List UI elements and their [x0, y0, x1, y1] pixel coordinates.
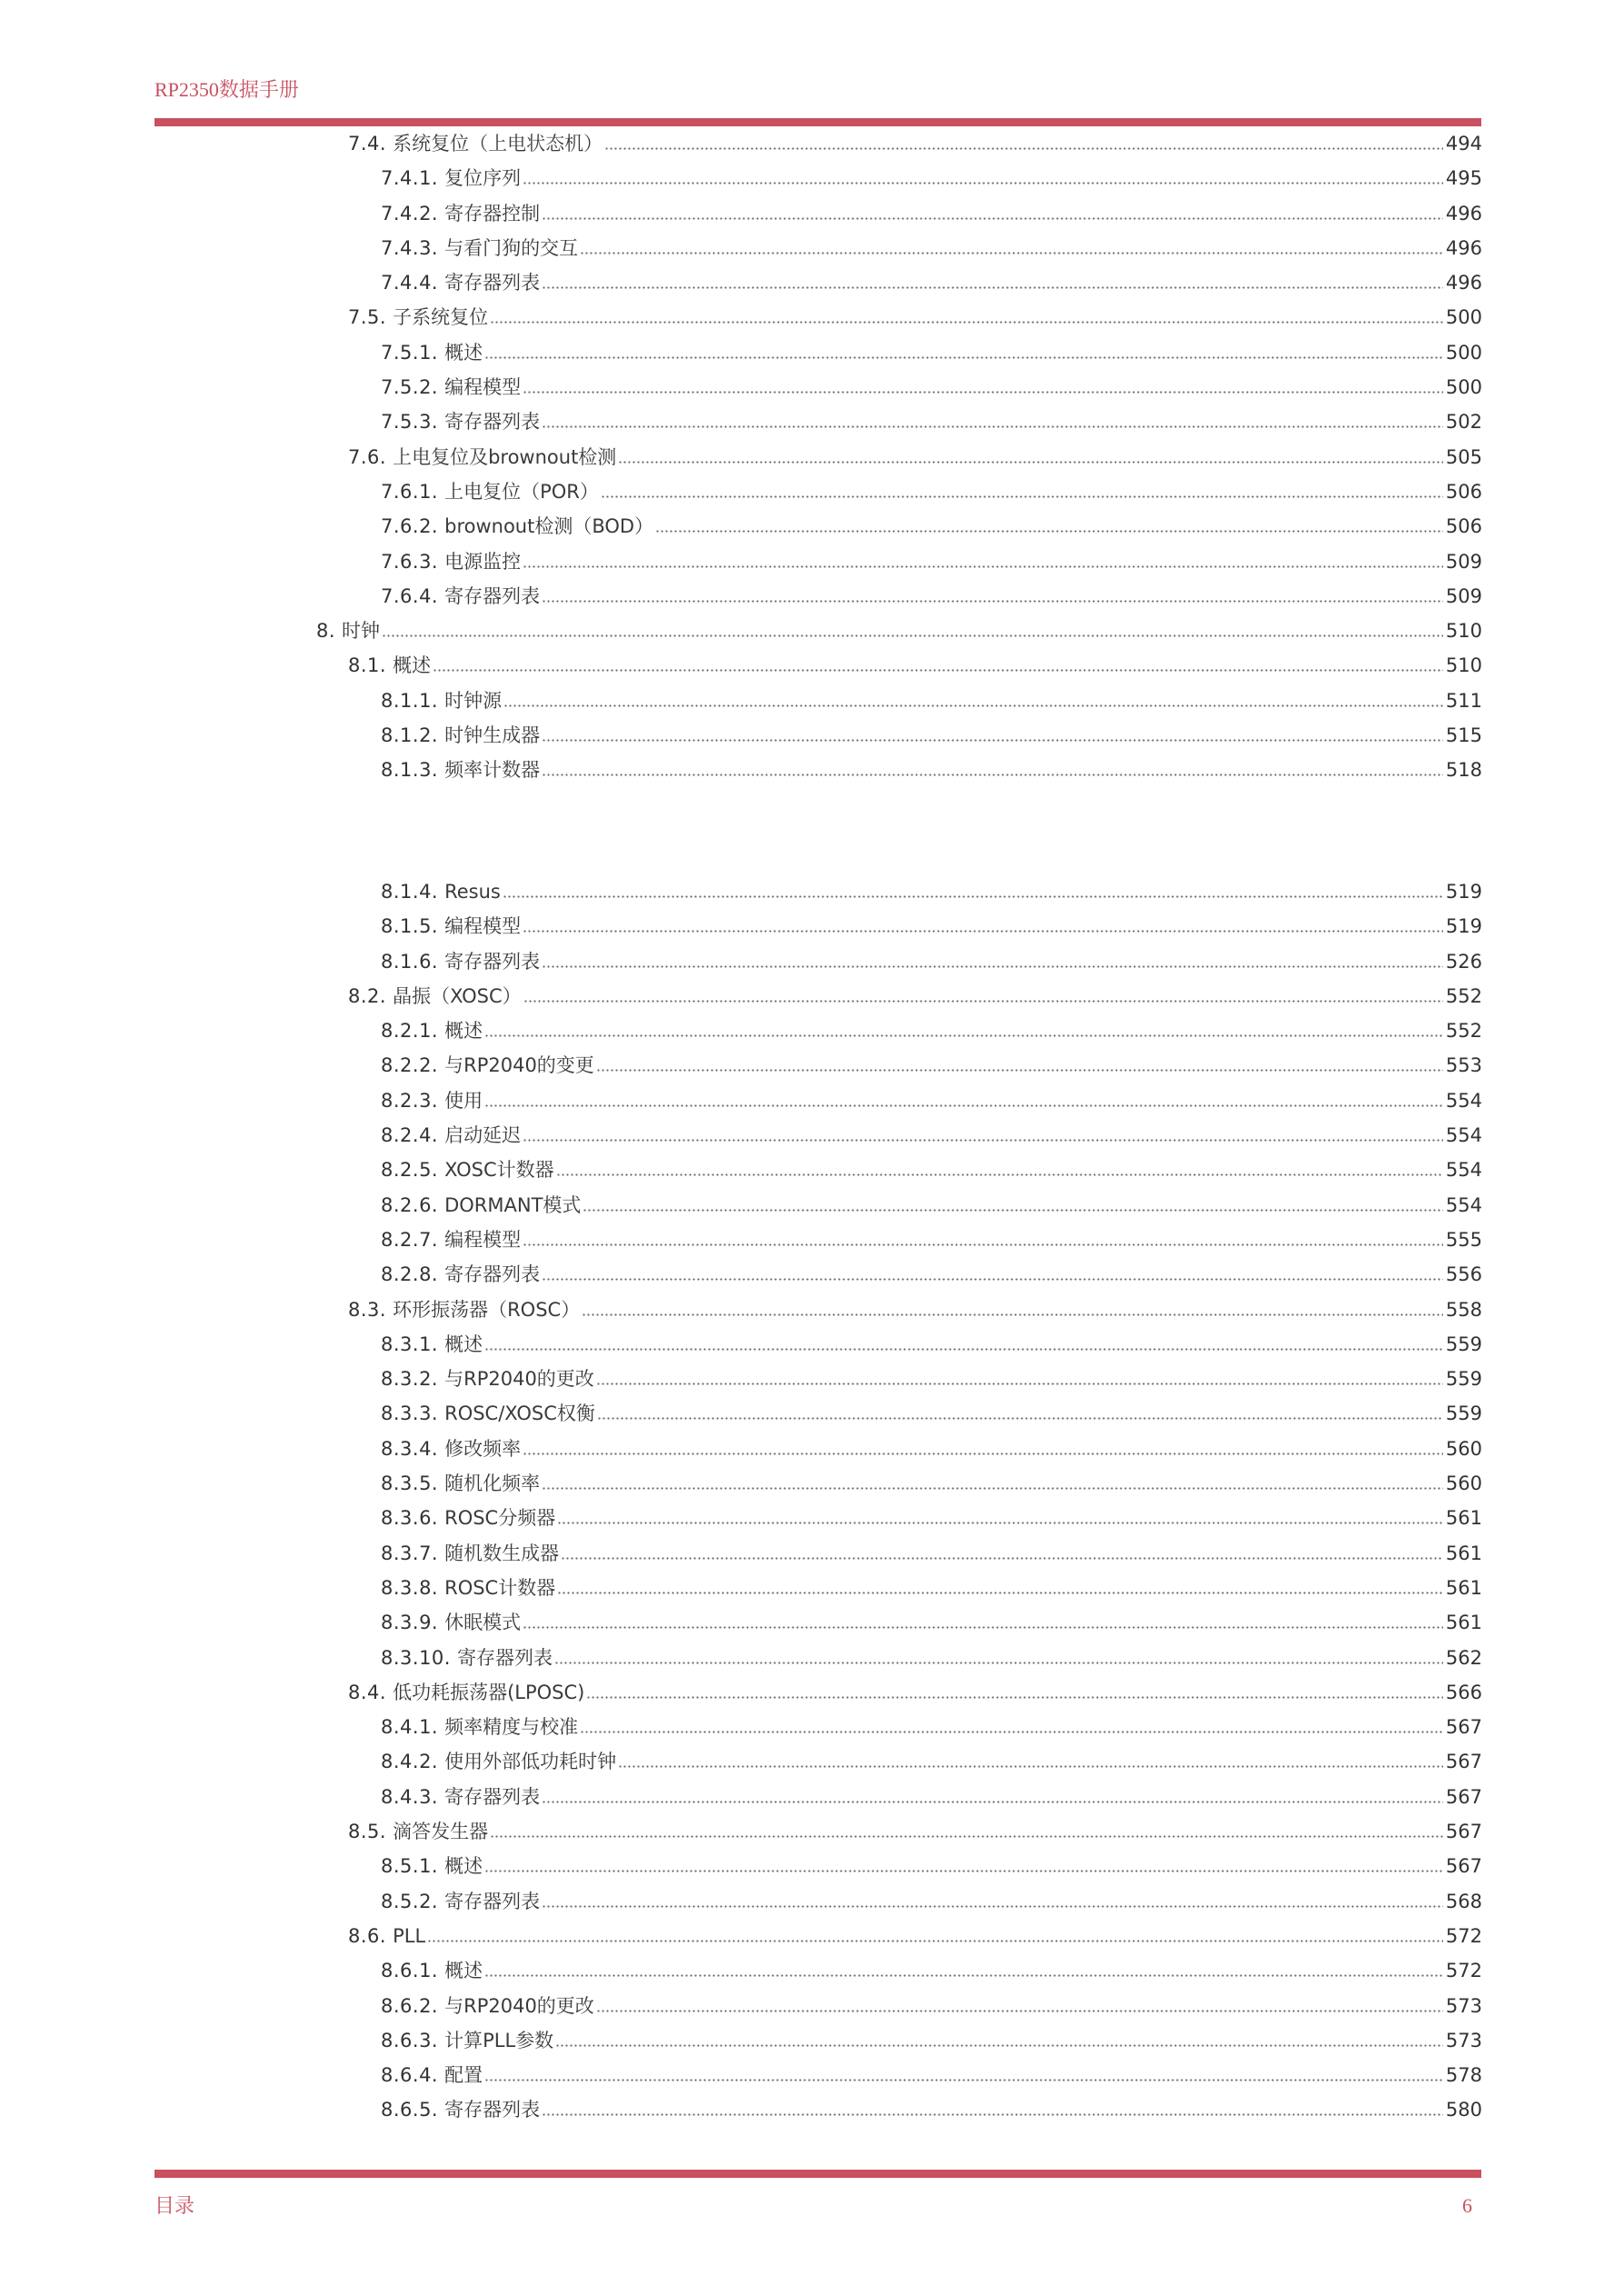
toc-entry-number: 8.3.5. [381, 1472, 439, 1495]
toc-entry-title: 使用 [444, 1089, 483, 1112]
toc-entry[interactable] [0, 509, 1482, 544]
toc-entry-page: 572 [1445, 1960, 1482, 1982]
toc-entry-number: 7.4. [348, 133, 387, 155]
header-rule [154, 118, 1481, 126]
toc-entry[interactable] [0, 370, 1482, 404]
toc-entry-page: 560 [1445, 1437, 1482, 1460]
toc-entry-page: 526 [1445, 950, 1482, 973]
toc-entry-number: 7.5.3. [381, 411, 439, 434]
toc-entry-page: 559 [1445, 1368, 1482, 1391]
toc-entry[interactable] [0, 2092, 1482, 2127]
dot-leader [484, 1870, 1443, 1872]
toc-entry-page: 552 [1445, 984, 1482, 1007]
toc-entry[interactable] [0, 1257, 1482, 1292]
toc-entry-number: 7.4.4. [381, 272, 439, 294]
toc-entry-number: 8.3.4. [381, 1437, 439, 1460]
toc-entry[interactable] [0, 1814, 1482, 1849]
toc-entry-title: 编程模型 [444, 376, 522, 399]
toc-entry-number: 8.1.4. [381, 881, 439, 903]
toc-entry-number: 7.5.1. [381, 341, 439, 364]
toc-entry-number: 8.3.3. [381, 1403, 439, 1425]
toc-entry[interactable] [0, 1466, 1482, 1501]
dot-leader [484, 2079, 1443, 2081]
dot-leader [490, 1835, 1443, 1838]
toc-entry-number: 8.6. [348, 1924, 387, 1947]
toc-entry-number: 8. [316, 620, 336, 643]
toc-entry-page: 573 [1445, 2029, 1482, 2051]
dot-leader [596, 2010, 1443, 2012]
toc-entry-title: 概述 [444, 1855, 483, 1878]
toc-entry-number: 8.6.1. [381, 1960, 439, 1982]
dot-leader [542, 600, 1443, 603]
toc-entry[interactable] [0, 944, 1482, 979]
toc-entry-title: 系统复位（上电状态机） [393, 133, 603, 155]
toc-entry-page: 567 [1445, 1751, 1482, 1773]
toc-entry-page: 500 [1445, 376, 1482, 399]
toc-entry-title: 寄存器列表 [444, 2099, 541, 2121]
toc-entry-number: 8.2.3. [381, 1089, 439, 1112]
toc-entry-page: 519 [1445, 915, 1482, 938]
toc-entry-number: 8.2.6. [381, 1193, 439, 1216]
toc-entry-page: 568 [1445, 1890, 1482, 1912]
toc-entry-number: 8.1.2. [381, 724, 439, 747]
toc-entry-page: 561 [1445, 1612, 1482, 1634]
toc-entry-page: 511 [1445, 689, 1482, 712]
dot-leader [503, 704, 1443, 707]
dot-leader [542, 1487, 1443, 1490]
toc-entry-title: 滴答发生器 [393, 1821, 489, 1843]
toc-entry[interactable] [0, 1536, 1482, 1571]
toc-entry[interactable] [0, 1327, 1482, 1362]
toc-entry-title: 时钟源 [444, 689, 503, 712]
dot-leader [542, 739, 1443, 742]
toc-entry-number: 8.3.2. [381, 1368, 439, 1391]
dot-leader [484, 1348, 1443, 1351]
toc-entry[interactable] [0, 874, 1482, 909]
toc-entry-page: 496 [1445, 202, 1482, 225]
toc-entry-number: 8.6.3. [381, 2029, 439, 2051]
toc-entry-title: XOSC计数器 [444, 1159, 554, 1182]
toc-entry[interactable] [0, 753, 1482, 787]
toc-entry-title: Resus [444, 881, 501, 903]
toc-entry-page: 556 [1445, 1263, 1482, 1286]
toc-entry[interactable] [0, 474, 1482, 509]
toc-entry-title: 与RP2040的更改 [444, 1368, 594, 1391]
toc-entry-number: 7.6. [348, 445, 387, 468]
dot-leader [542, 2113, 1443, 2116]
toc-entry-title: 配置 [444, 2064, 483, 2087]
toc-entry[interactable] [0, 1641, 1482, 1675]
dot-leader [542, 425, 1443, 428]
toc-entry-page: 561 [1445, 1507, 1482, 1530]
toc-entry-title: 概述 [393, 654, 432, 677]
toc-entry-title: 编程模型 [444, 915, 522, 938]
toc-entry[interactable] [0, 1884, 1482, 1919]
dot-leader [557, 1592, 1443, 1594]
toc-entry[interactable] [0, 684, 1482, 718]
toc-entry-title: 时钟生成器 [444, 724, 541, 747]
toc-entry[interactable] [0, 196, 1482, 231]
dot-leader [484, 1104, 1443, 1107]
toc-entry[interactable] [0, 2023, 1482, 2058]
dot-leader [557, 1522, 1443, 1524]
toc-entry-number: 8.1.1. [381, 689, 439, 712]
toc-entry-number: 8.3. [348, 1298, 387, 1321]
toc-entry-page: 519 [1445, 881, 1482, 903]
dot-leader [523, 1452, 1443, 1455]
toc-entry-number: 8.1. [348, 654, 387, 677]
toc-block [0, 874, 1482, 2128]
toc-entry-page: 559 [1445, 1403, 1482, 1425]
toc-entry-page: 552 [1445, 1020, 1482, 1043]
toc-entry-title: 环形振荡器（ROSC） [393, 1298, 581, 1321]
toc-entry-title: 晶振（XOSC） [393, 984, 522, 1007]
document-title: RP2350数据手册 [154, 78, 299, 101]
toc-entry-page: 506 [1445, 515, 1482, 538]
dot-leader [618, 461, 1443, 464]
toc-entry-number: 8.4.2. [381, 1751, 439, 1773]
dot-leader [618, 1765, 1443, 1768]
toc-entry-page: 510 [1445, 654, 1482, 677]
toc-entry-page: 558 [1445, 1298, 1482, 1321]
toc-entry-number: 8.5.1. [381, 1855, 439, 1878]
toc-entry-page: 502 [1445, 411, 1482, 434]
toc-entry[interactable] [0, 614, 1482, 648]
toc-entry-page: 567 [1445, 1821, 1482, 1843]
toc-entry-title: 频率精度与校准 [444, 1716, 579, 1739]
toc-entry-title: 寄存器列表 [444, 584, 541, 607]
toc-entry[interactable] [0, 1223, 1482, 1257]
toc-entry-title: 与RP2040的更改 [444, 1994, 594, 2017]
dot-leader [523, 1139, 1443, 1142]
toc-entry-title: 电源监控 [444, 550, 522, 573]
toc-entry-page: 580 [1445, 2099, 1482, 2121]
toc-entry-number: 8.3.1. [381, 1333, 439, 1355]
toc-entry-number: 8.4. [348, 1681, 387, 1703]
dot-leader [582, 1313, 1443, 1316]
toc-entry-page: 500 [1445, 341, 1482, 364]
toc-entry-number: 8.2.2. [381, 1054, 439, 1077]
toc-entry-number: 7.6.1. [381, 480, 439, 503]
dot-leader [604, 147, 1443, 150]
toc-entry-number: 7.4.2. [381, 202, 439, 225]
toc-entry-number: 8.1.6. [381, 950, 439, 973]
toc-entry-number: 7.4.1. [381, 167, 439, 190]
toc-entry-page: 578 [1445, 2064, 1482, 2087]
dot-leader [484, 1034, 1443, 1037]
toc-entry-title: 与RP2040的变更 [444, 1054, 594, 1077]
dot-leader [382, 634, 1443, 637]
toc-entry-number: 7.6.2. [381, 515, 439, 538]
toc-entry[interactable] [0, 1432, 1482, 1466]
toc-entry[interactable] [0, 1953, 1482, 1988]
toc-entry[interactable] [0, 231, 1482, 265]
toc-entry[interactable] [0, 1571, 1482, 1605]
toc-entry-page: 554 [1445, 1159, 1482, 1182]
toc-entry[interactable] [0, 1013, 1482, 1048]
toc-entry[interactable] [0, 404, 1482, 439]
toc-entry-page: 554 [1445, 1193, 1482, 1216]
toc-entry-page: 518 [1445, 759, 1482, 782]
dot-leader [523, 391, 1443, 394]
toc-entry-title: 复位序列 [444, 167, 522, 190]
toc-entry-page: 561 [1445, 1542, 1482, 1564]
dot-leader [542, 1278, 1443, 1281]
toc-entry[interactable] [0, 1744, 1482, 1779]
toc-entry[interactable] [0, 1710, 1482, 1744]
toc-entry-page: 553 [1445, 1054, 1482, 1077]
dot-leader [580, 252, 1443, 255]
toc-entry-page: 496 [1445, 236, 1482, 259]
toc-entry-title: 修改频率 [444, 1437, 522, 1460]
toc-entry-title: 休眠模式 [444, 1612, 522, 1634]
dot-leader [554, 1662, 1443, 1664]
toc-entry-page: 560 [1445, 1472, 1482, 1495]
toc-entry-title: 概述 [444, 1333, 483, 1355]
toc-entry-page: 496 [1445, 272, 1482, 294]
toc-entry-number: 7.6.3. [381, 550, 439, 573]
toc-entry[interactable] [0, 1118, 1482, 1153]
toc-entry-number: 8.2.8. [381, 1263, 439, 1286]
toc-entry-number: 8.1.3. [381, 759, 439, 782]
toc-entry-page: 506 [1445, 480, 1482, 503]
toc-entry[interactable] [0, 1048, 1482, 1083]
toc-entry-page: 567 [1445, 1716, 1482, 1739]
footer-rule [154, 2170, 1481, 2178]
toc-entry-title: 上电复位及brownout检测 [393, 445, 617, 468]
dot-leader [490, 321, 1443, 324]
toc-entry-title: 概述 [444, 341, 483, 364]
toc-entry-title: 随机化频率 [444, 1472, 541, 1495]
toc-entry[interactable] [0, 1188, 1482, 1223]
dot-leader [542, 286, 1443, 289]
toc-entry[interactable] [0, 1780, 1482, 1814]
toc-entry[interactable] [0, 126, 1482, 161]
toc-entry-page: 494 [1445, 133, 1482, 155]
toc-entry-title: 时钟 [342, 620, 381, 643]
toc-entry[interactable] [0, 1849, 1482, 1883]
toc-entry-number: 8.3.9. [381, 1612, 439, 1634]
toc-entry-number: 7.5.2. [381, 376, 439, 399]
toc-entry-page: 559 [1445, 1333, 1482, 1355]
toc-entry-number: 7.4.3. [381, 236, 439, 259]
toc-entry-page: 510 [1445, 620, 1482, 643]
dot-leader [542, 965, 1443, 968]
toc-entry[interactable] [0, 1293, 1482, 1327]
toc-entry-title: DORMANT模式 [444, 1193, 582, 1216]
toc-entry-title: 寄存器列表 [444, 272, 541, 294]
toc-entry[interactable] [0, 718, 1482, 753]
toc-entry[interactable] [0, 335, 1482, 370]
toc-entry-page: 554 [1445, 1124, 1482, 1147]
dot-leader [503, 895, 1443, 898]
toc-entry-title: 随机数生成器 [444, 1542, 560, 1564]
toc-entry-number: 8.3.6. [381, 1507, 439, 1530]
toc-entry-number: 8.2.1. [381, 1020, 439, 1043]
dot-leader [523, 1626, 1443, 1629]
toc-entry[interactable] [0, 1153, 1482, 1187]
toc-entry[interactable] [0, 161, 1482, 195]
toc-entry-page: 567 [1445, 1855, 1482, 1878]
toc-entry-title: 编程模型 [444, 1228, 522, 1251]
toc-entry-page: 566 [1445, 1681, 1482, 1703]
toc-entry-page: 495 [1445, 167, 1482, 190]
toc-entry-title: 频率计数器 [444, 759, 541, 782]
toc-entry[interactable] [0, 1501, 1482, 1535]
toc-entry-page: 500 [1445, 306, 1482, 329]
toc-entry[interactable] [0, 1605, 1482, 1640]
dot-leader [523, 565, 1443, 568]
toc-entry-page: 505 [1445, 445, 1482, 468]
toc-entry-page: 509 [1445, 584, 1482, 607]
dot-leader [555, 2044, 1443, 2047]
toc-entry[interactable] [0, 440, 1482, 474]
toc-entry-page: 554 [1445, 1089, 1482, 1112]
toc-entry-title: ROSC计数器 [444, 1576, 556, 1599]
toc-entry-number: 8.2. [348, 984, 387, 1007]
toc-entry-title: 启动延迟 [444, 1124, 522, 1147]
toc-entry-title: 寄存器列表 [444, 1890, 541, 1912]
toc-block [0, 126, 1482, 788]
toc-entry-title: 上电复位（POR） [444, 480, 599, 503]
dot-leader [484, 356, 1443, 359]
toc-entry-number: 7.5. [348, 306, 387, 329]
toc-entry[interactable] [0, 1989, 1482, 2023]
toc-entry-title: 概述 [444, 1960, 483, 1982]
dot-leader [427, 1940, 1443, 1942]
toc-entry-number: 8.2.7. [381, 1228, 439, 1251]
toc-entry-title: 使用外部低功耗时钟 [444, 1751, 617, 1773]
toc-entry-title: 寄存器列表 [444, 1263, 541, 1286]
toc-entry-number: 8.1.5. [381, 915, 439, 938]
dot-leader [542, 1905, 1443, 1908]
dot-leader [433, 669, 1443, 672]
dot-leader [542, 774, 1443, 776]
toc-entry-page: 562 [1445, 1646, 1482, 1669]
toc-entry-title: 子系统复位 [393, 306, 489, 329]
dot-leader [580, 1731, 1443, 1733]
dot-leader [556, 1173, 1443, 1176]
toc-entry-page: 572 [1445, 1924, 1482, 1947]
toc-entry-title: 计算PLL参数 [444, 2029, 554, 2051]
toc-entry-page: 573 [1445, 1994, 1482, 2017]
dot-leader [601, 495, 1443, 498]
dot-leader [597, 1417, 1443, 1420]
dot-leader [523, 1243, 1443, 1246]
toc-entry-page: 515 [1445, 724, 1482, 747]
toc-entry-number: 8.4.3. [381, 1785, 439, 1808]
toc-entry-title: 寄存器列表 [456, 1646, 553, 1669]
toc-entry-number: 7.6.4. [381, 584, 439, 607]
toc-entry[interactable] [0, 579, 1482, 614]
dot-leader [484, 1974, 1443, 1977]
toc-entry-page: 555 [1445, 1228, 1482, 1251]
toc-entry-number: 8.6.2. [381, 1994, 439, 2017]
toc-entry[interactable] [0, 979, 1482, 1013]
dot-leader [596, 1383, 1443, 1385]
toc-entry[interactable] [0, 909, 1482, 943]
toc-entry-page: 561 [1445, 1576, 1482, 1599]
dot-leader [523, 930, 1443, 933]
toc-entry-title: ROSC分频器 [444, 1507, 556, 1530]
dot-leader [586, 1696, 1443, 1699]
toc-entry-number: 8.4.1. [381, 1716, 439, 1739]
footer-section-label: 目录 [154, 2194, 195, 2217]
toc-entry[interactable] [0, 1396, 1482, 1431]
dot-leader [596, 1069, 1443, 1072]
toc-entry-page: 567 [1445, 1785, 1482, 1808]
toc-entry-number: 8.5.2. [381, 1890, 439, 1912]
toc-entry[interactable] [0, 300, 1482, 334]
toc-entry-number: 8.5. [348, 1821, 387, 1843]
toc-entry-title: 寄存器控制 [444, 202, 541, 225]
toc-entry-number: 8.6.5. [381, 2099, 439, 2121]
dot-leader [542, 217, 1443, 220]
toc-entry-title: PLL [393, 1924, 426, 1947]
toc-entry-number: 8.3.10. [381, 1646, 451, 1669]
toc-entry[interactable] [0, 265, 1482, 300]
dot-leader [583, 1209, 1442, 1212]
dot-leader [561, 1557, 1443, 1560]
toc-entry-number: 8.2.4. [381, 1124, 439, 1147]
toc-entry-number: 8.3.7. [381, 1542, 439, 1564]
toc-entry-number: 8.3.8. [381, 1576, 439, 1599]
toc-entry-title: 寄存器列表 [444, 950, 541, 973]
toc-entry-title: brownout检测（BOD） [444, 515, 654, 538]
dot-leader [542, 1801, 1443, 1803]
toc-entry-title: 概述 [444, 1020, 483, 1043]
toc-entry-page: 509 [1445, 550, 1482, 573]
toc-entry[interactable] [0, 1675, 1482, 1710]
dot-leader [655, 530, 1443, 533]
dot-leader [523, 182, 1443, 185]
toc-entry-title: 低功耗振荡器(LPOSC) [393, 1681, 585, 1703]
toc-entry-number: 8.6.4. [381, 2064, 439, 2087]
toc-entry-number: 8.2.5. [381, 1159, 439, 1182]
toc-entry[interactable] [0, 2058, 1482, 2092]
toc-entry[interactable] [0, 544, 1482, 579]
toc-entry-title: ROSC/XOSC权衡 [444, 1403, 595, 1425]
dot-leader [523, 1000, 1443, 1003]
toc-entry[interactable] [0, 1083, 1482, 1118]
toc-entry-title: 寄存器列表 [444, 411, 541, 434]
toc-entry-title: 与看门狗的交互 [444, 236, 579, 259]
toc-entry[interactable] [0, 1919, 1482, 1953]
toc-entry-title: 寄存器列表 [444, 1785, 541, 1808]
toc-entry[interactable] [0, 1362, 1482, 1396]
toc-entry[interactable] [0, 648, 1482, 683]
footer-page-number: 6 [1462, 2194, 1472, 2217]
